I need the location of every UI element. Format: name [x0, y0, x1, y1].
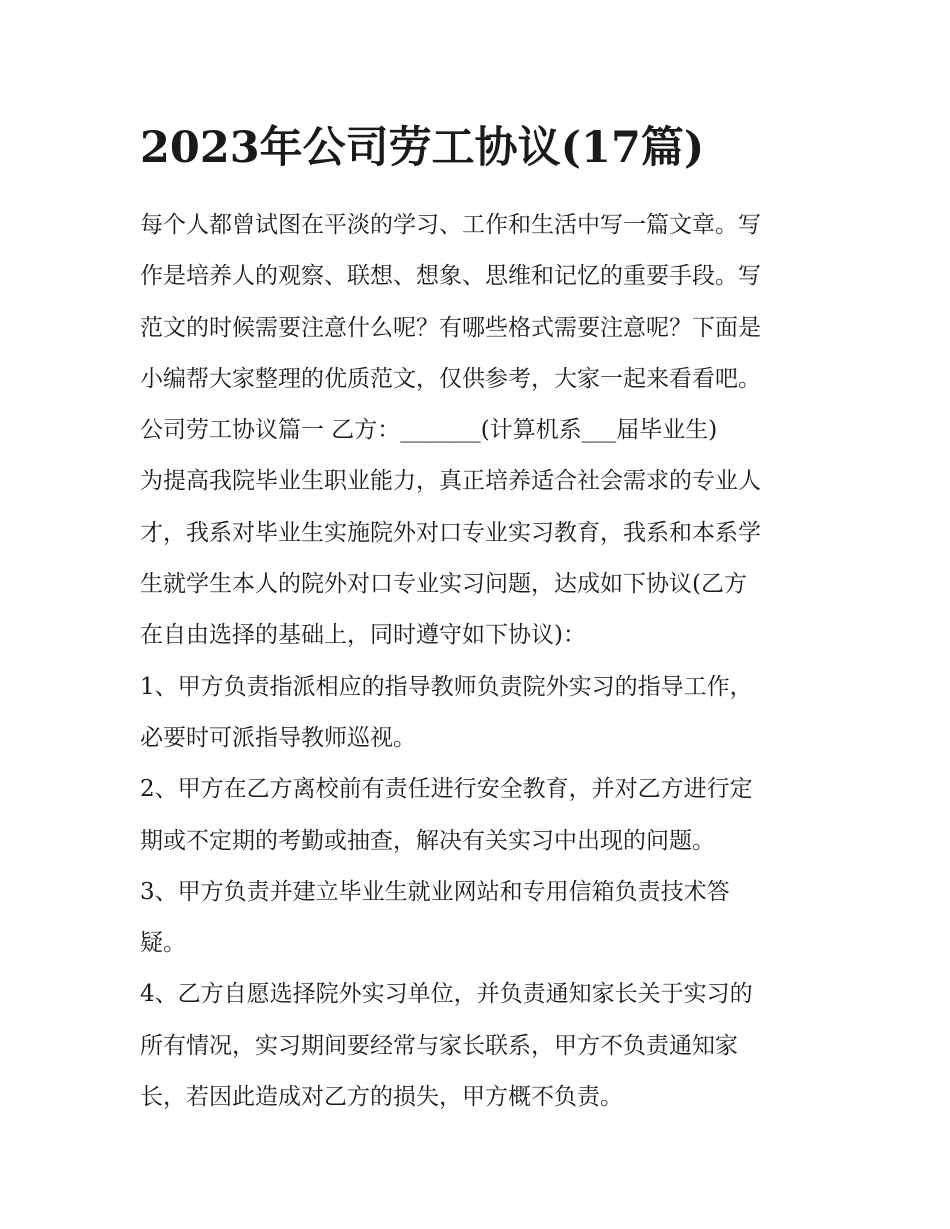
clause-1-line: 必要时可派指导教师巡视。 — [140, 724, 416, 751]
document-body — [140, 200, 820, 1123]
text-line: 范文的时候需要注意什么呢？有哪些格式需要注意呢？下面是 — [140, 314, 761, 341]
clause-2-line: 2、甲方在乙方离校前有责任进行安全教育，并对乙方进行定 — [140, 776, 753, 803]
text-line: 作是培养人的观察、联想、想象、思维和记忆的重要手段。写 — [140, 263, 761, 290]
clause-3-line: 3、甲方负责并建立毕业生就业网站和专用信箱负责技术答 — [140, 878, 730, 905]
clause-1-line: 1、甲方负责指派相应的指导教师负责院外实习的指导工作， — [140, 673, 753, 700]
clause-4-line: 所有情况，实习期间要经常与家长联系，甲方不负责通知家 — [140, 1032, 738, 1059]
clause-3-line: 疑。 — [140, 930, 186, 957]
document-title: 2023年公司劳工协议(17篇) — [140, 123, 705, 173]
section-heading-line: 公司劳工协议篇一 乙方：_______(计算机系___届毕业生) — [140, 417, 718, 444]
clause-2-line: 期或不定期的考勤或抽查，解决有关实习中出现的问题。 — [140, 827, 715, 854]
text-line: 小编帮大家整理的优质范文，仅供参考，大家一起来看看吧。 — [140, 365, 761, 392]
text-line: 每个人都曾试图在平淡的学习、工作和生活中写一篇文章。写 — [140, 212, 761, 238]
text-line: 才，我系对毕业生实施院外对口专业实习教育，我系和本系学 — [140, 519, 761, 546]
clause-4-line: 4、乙方自愿选择院外实习单位，并负责通知家长关于实习的 — [140, 981, 753, 1008]
text-line: 生就学生本人的院外对口专业实习问题，达成如下协议(乙方 — [140, 571, 747, 598]
text-line: 在自由选择的基础上，同时遵守如下协议)： — [140, 622, 586, 649]
text-line: 为提高我院毕业生职业能力，真正培养适合社会需求的专业人 — [140, 468, 761, 495]
clause-4-line: 长，若因此造成对乙方的损失，甲方概不负责。 — [140, 1084, 623, 1111]
